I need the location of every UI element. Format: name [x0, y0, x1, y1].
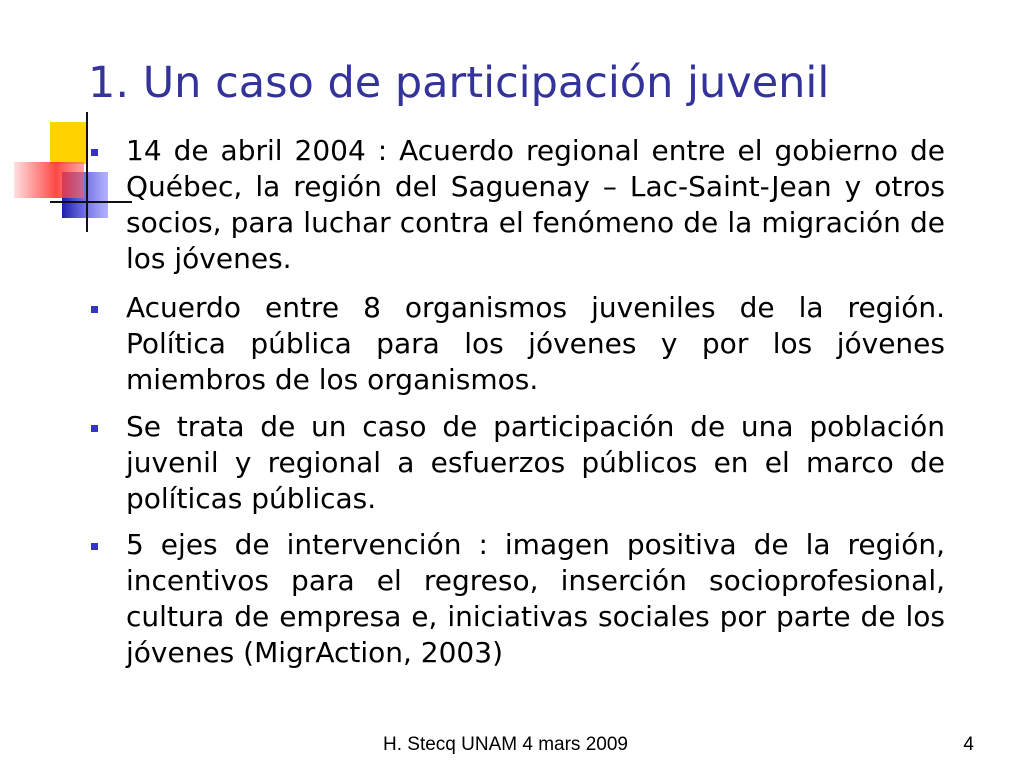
square-bullet-icon: [91, 149, 98, 156]
deco-yellow-square: [50, 122, 87, 164]
decorative-corner-graphic: [0, 0, 140, 240]
page-number: 4: [963, 734, 974, 755]
bullet-text: 5 ejes de intervención : imagen positiva de la región, incentivos para el regreso, inserción socioprofesional, cultura de empresa e, iniciativas sociales por parte de los jóvenes (MigrAction, 2003): [126, 528, 945, 669]
bullet-text: 14 de abril 2004 : Acuerdo regional entre el gobierno de Québec, la región del Saguenay – Lac-Saint-Jean y otros socios, para luchar contra el fenómeno de la migración de los jóvenes.: [126, 134, 945, 275]
square-bullet-icon: [91, 425, 98, 432]
square-bullet-icon: [91, 543, 98, 550]
bullet-text: Se trata de un caso de participación de una población juvenil y regional a esfuerzos públicos en el marco de políticas públicas.: [126, 410, 945, 515]
slide-title: 1. Un caso de participación juvenil: [88, 58, 830, 108]
deco-red-bar: [14, 162, 84, 198]
bullet-text: Acuerdo entre 8 organismos juveniles de la región. Política pública para los jóvenes y por los jóvenes miembros de los organismos.: [126, 291, 945, 396]
slide-footer: H. Stecq UNAM 4 mars 2009: [383, 734, 628, 755]
square-bullet-icon: [91, 306, 98, 313]
